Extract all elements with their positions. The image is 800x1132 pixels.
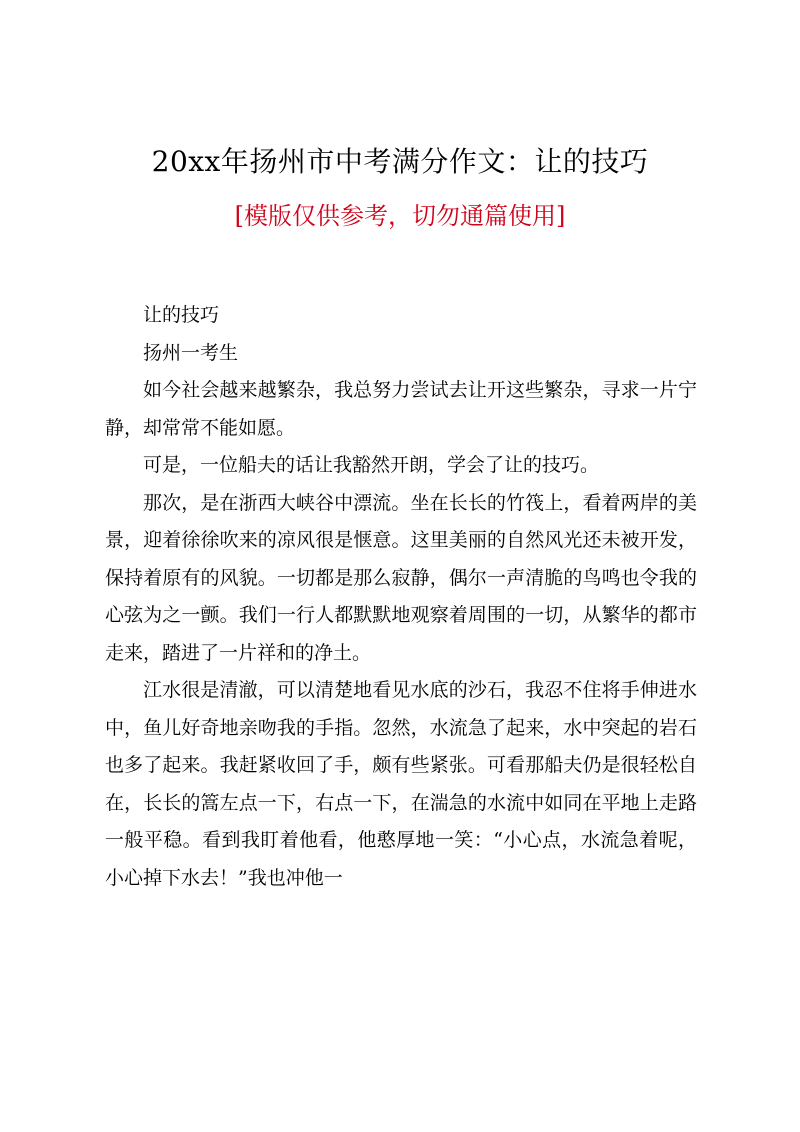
paragraph: 江水很是清澈，可以清楚地看见水底的沙石，我忍不住将手伸进水中，鱼儿好奇地亲吻我的手指。忽然，水流急了起来，水中突起的岩石也多了起来。我赶紧收回了手，颇有些紧张。可看那船夫仍是很轻松自在，长长的篙左点一下，右点一下，在湍急的水流中如同在平地上走路一般平稳。看到我盯着他看，他憨厚地一笑：“小心点，水流急着呢，小心掉下水去！”我也冲他一: [105, 679, 697, 889]
document-body: [105, 297, 697, 897]
essay-title: 让的技巧: [143, 304, 220, 326]
template-notice: [模版仅供参考，切勿通篇使用]: [234, 202, 566, 230]
paragraph: 如今社会越来越繁杂，我总努力尝试去让开这些繁杂，寻求一片宁静，却常常不能如愿。: [105, 379, 697, 439]
essay-author: 扬州一考生: [143, 341, 239, 364]
document-title: 20xx年扬州市中考满分作文：让的技巧: [151, 145, 649, 178]
paragraph: 可是，一位船夫的话让我豁然开朗，学会了让的技巧。: [143, 454, 600, 476]
paragraph: 那次，是在浙西大峡谷中漂流。坐在长长的竹筏上，看着两岸的美景，迎着徐徐吹来的凉风很是惬意。这里美丽的自然风光还未被开发，保持着原有的风貌。一切都是那么寂静，偶尔一声清脆的鸟鸣也令我的心弦为之一颤。我们一行人都默默地观察着周围的一切，从繁华的都市走来，踏进了一片祥和的净土。: [105, 491, 697, 664]
